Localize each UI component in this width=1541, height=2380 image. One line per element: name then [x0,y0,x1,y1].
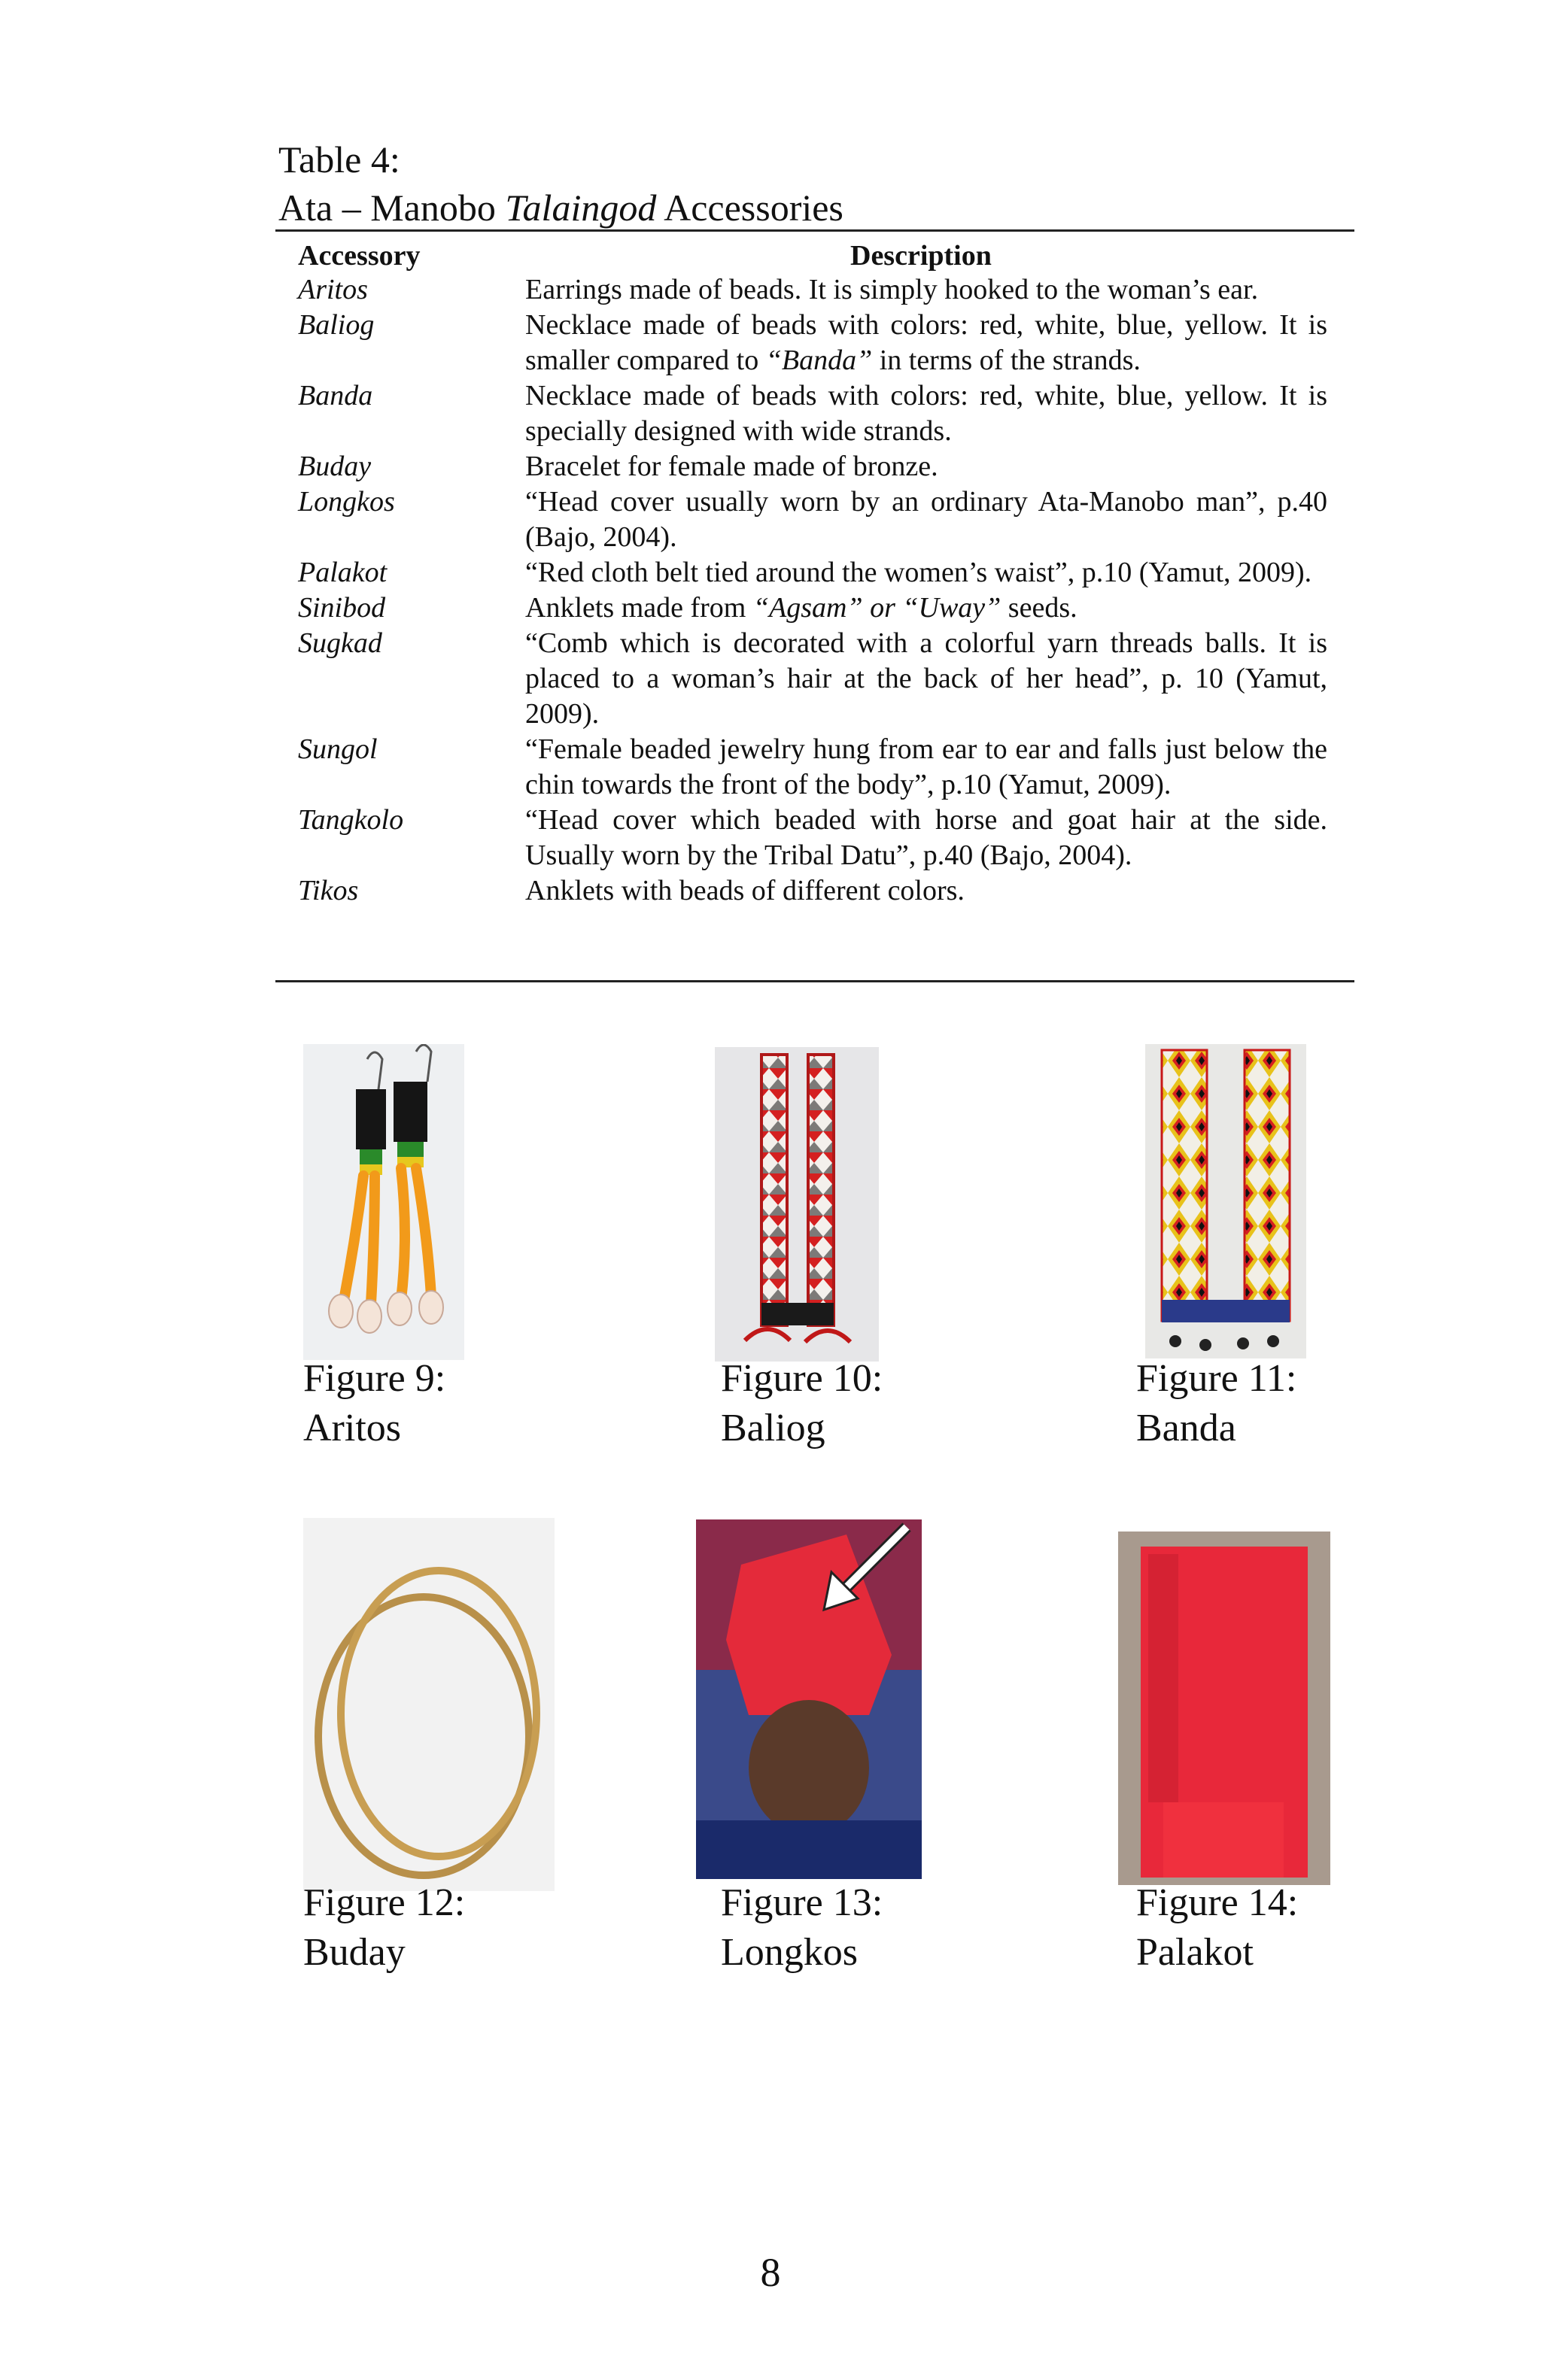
table-row [298,484,1336,555]
page-number: 8 [760,2250,781,2295]
accessory-description: “Head cover which beaded with horse and goat hair at the side. Usually worn by the Tribal Datu”, p.40 (Bajo, 2004). [525,804,1327,871]
accessory-name: Tangkolo [298,804,404,836]
table-row [298,272,1336,308]
figure-banda-image [1145,1044,1306,1358]
accessory-name: Baliog [298,309,375,341]
accessory-name: Palakot [298,557,388,588]
accessory-description: “Head cover usually worn by an ordinary Ata-Manobo man”, p.40 (Bajo, 2004). [525,486,1327,553]
figure-buday-image [303,1518,555,1891]
table-row [298,378,1336,449]
accessory-name: Buday [298,451,372,482]
table-row [298,555,1336,590]
header-accessory: Accessory [298,240,421,272]
figure-9-caption: Figure 9: Aritos [303,1357,446,1450]
table-row [298,626,1336,732]
figure-aritos-image [303,1044,464,1360]
table-number: Table 4: [278,138,400,181]
accessory-name: Aritos [298,274,368,305]
table-caption [278,135,843,232]
table-row [298,873,1336,909]
figure-longkos-image [696,1519,922,1879]
figure-14-caption: Figure 14: Palakot [1136,1881,1299,1974]
accessory-description: Earrings made of beads. It is simply hooked to the woman’s ear. [525,274,1259,305]
table-body [298,272,1336,909]
figure-palakot-image [1118,1532,1330,1885]
header-description: Description [850,240,992,272]
table-row [298,732,1336,803]
figure-baliog-image [715,1047,879,1362]
accessory-name: Tikos [298,875,359,906]
accessory-description: Bracelet for female made of bronze. [525,451,938,482]
accessory-description: Anklets made from “Agsam” or “Uway” seeds. [525,592,1077,624]
accessory-description: Anklets with beads of different colors. [525,875,965,906]
accessory-name: Sungol [298,733,378,765]
table-bottom-rule [275,980,1354,982]
table-title: Ata – Manobo Talaingod Accessories [278,187,843,229]
table-row [298,590,1336,626]
accessory-description: Necklace made of beads with colors: red, white, blue, yellow. It is smaller compared to “Banda” in terms of the strands. [525,309,1327,376]
accessory-description: Necklace made of beads with colors: red, white, blue, yellow. It is specially designed with wide strands. [525,380,1327,447]
accessory-name: Longkos [298,486,395,518]
accessory-name: Sinibod [298,592,386,624]
table-row [298,803,1336,873]
figure-10-caption: Figure 10: Baliog [721,1357,883,1450]
accessory-name: Banda [298,380,373,411]
table-row [298,449,1336,484]
accessory-description: “Comb which is decorated with a colorful yarn threads balls. It is placed to a woman’s hair at the back of her head”, p. 10 (Yamut, 2009). [525,627,1327,730]
figure-11-caption: Figure 11: Banda [1136,1357,1297,1450]
accessory-name: Sugkad [298,627,382,659]
accessory-description: “Female beaded jewelry hung from ear to ear and falls just below the chin towards the front of the body”, p.10 (Yamut, 2009). [525,733,1327,800]
table-top-rule [275,229,1354,232]
table-row [298,308,1336,378]
accessory-description: “Red cloth belt tied around the women’s waist”, p.10 (Yamut, 2009). [525,557,1312,588]
figure-12-caption: Figure 12: Buday [303,1881,466,1974]
figure-13-caption: Figure 13: Longkos [721,1881,883,1974]
